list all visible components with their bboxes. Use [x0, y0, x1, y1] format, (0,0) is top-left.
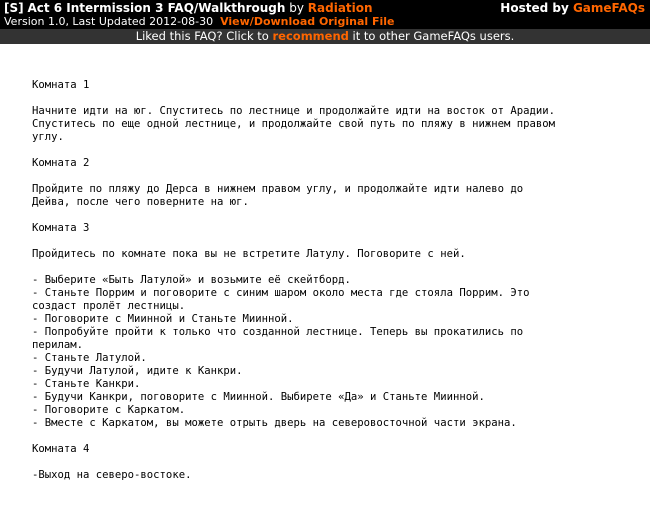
faq-line: - Вместе с Каркатом, вы можете отрыть дверь на северовосточной части экрана.	[32, 417, 517, 429]
download-original-link[interactable]: View/Download Original File	[220, 15, 395, 28]
faq-line: углу.	[32, 131, 64, 143]
faq-line: Дейва, после чего поверните на юг.	[32, 196, 249, 208]
author-link[interactable]: Radiation	[307, 1, 373, 15]
faq-line	[32, 209, 632, 222]
version-info: Version 1.0, Last Updated 2012-08-30	[4, 15, 214, 28]
faq-title: Act 6 Intermission 3 FAQ/Walkthrough	[27, 1, 286, 15]
faq-line: - Будучи Латулой, идите к Канкри.	[32, 365, 243, 377]
by-label: by	[289, 1, 304, 15]
host-link[interactable]: GameFAQs	[572, 1, 645, 15]
faq-title-row	[4, 1, 373, 15]
faq-line	[32, 235, 632, 248]
faq-line: - Станьте Латулой.	[32, 352, 147, 364]
platform-tag: [S]	[4, 1, 24, 15]
faq-line: - Выберите «Быть Латулой» и возьмите её скейтборд.	[32, 274, 351, 286]
hosted-by	[500, 1, 645, 15]
faq-body	[32, 79, 632, 482]
faq-header	[0, 0, 650, 44]
faq-line	[32, 170, 632, 183]
faq-line: Комната 4	[32, 443, 90, 455]
faq-line	[32, 456, 632, 469]
faq-line: - Попробуйте пройти к только что созданной лестнице. Теперь вы прокатились по	[32, 326, 524, 338]
faq-line: создаст пролёт лестницы.	[32, 300, 186, 312]
faq-line: Начните идти на юг. Спуститесь по лестнице и продолжайте идти на восток от Арадии.	[32, 105, 555, 117]
recommend-link[interactable]: recommend	[272, 29, 349, 43]
faq-line	[32, 92, 632, 105]
faq-line: Пройдите по пляжу до Дерса в нижнем правом углу, и продолжайте идти налево до	[32, 183, 524, 195]
faq-line: - Поговорите с Миинной и Станьте Миинной.	[32, 313, 294, 325]
faq-line	[32, 430, 632, 443]
faq-line: Комната 2	[32, 157, 90, 169]
faq-line: Пройдитесь по комнате пока вы не встретите Латулу. Поговорите с ней.	[32, 248, 466, 260]
faq-line: - Будучи Канкри, поговорите с Миинной. Выбирете «Да» и Станьте Миинной.	[32, 391, 485, 403]
faq-line	[32, 261, 632, 274]
faq-line: - Станьте Канкри.	[32, 378, 141, 390]
faq-line: Комната 3	[32, 222, 90, 234]
hosted-by-label: Hosted by	[500, 1, 569, 15]
recommend-suffix: it to other GameFAQs users.	[352, 29, 515, 43]
faq-line	[32, 144, 632, 157]
recommend-bar	[0, 29, 650, 44]
faq-line: - Станьте Поррим и поговорите с синим шаром около места где стояла Поррим. Это	[32, 287, 530, 299]
faq-line: - Поговорите с Каркатом.	[32, 404, 186, 416]
faq-line: -Выход на северо-востоке.	[32, 469, 192, 481]
faq-line: перилам.	[32, 339, 84, 351]
faq-line: Комната 1	[32, 79, 90, 91]
faq-line: Спуститесь по еще одной лестнице, и продолжайте свой путь по пляжу в нижнем правом	[32, 118, 555, 130]
version-row	[4, 15, 395, 29]
recommend-prefix: Liked this FAQ? Click to	[135, 29, 269, 43]
